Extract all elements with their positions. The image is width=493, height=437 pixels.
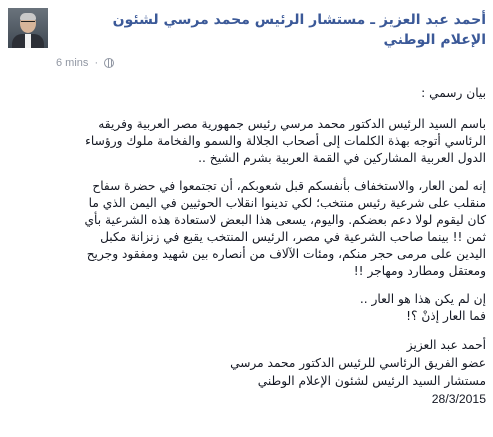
- author-name-line1[interactable]: أحمد عبد العزيز ـ مستشار الرئيس محمد مرسي لشئون: [112, 12, 486, 28]
- signature-block: [8, 336, 486, 408]
- signature-title-1: عضو الفريق الرئاسي للرئيس الدكتور محمد مرسي: [230, 356, 486, 370]
- post-heading-text: بيان رسمي :: [421, 86, 486, 100]
- post-meta: [56, 57, 114, 69]
- paragraph-2-line: إنه لمن العار، والاستخفاف بأنفسكم قبل شعوبكم، أن تجتمعوا في حضرة سفاح: [92, 179, 486, 193]
- author-avatar[interactable]: [8, 8, 48, 48]
- paragraph-3-line: فما العار إذنْ ؟!: [406, 309, 486, 323]
- author-name-line2[interactable]: الإعلام الوطني: [383, 32, 486, 48]
- paragraph-1: [8, 116, 486, 167]
- paragraph-2-line: كان ليقوم لولا دعم بعضكم. واليوم، يسعى هذا البعض لاستعادة هذه الشرعية بأي: [84, 213, 486, 227]
- avatar-hair: [20, 13, 36, 20]
- author-name-link[interactable]: [56, 10, 486, 50]
- post-date: 28/3/2015: [431, 392, 486, 406]
- paragraph-2-line: منقلب على شرعية رئيس منتخب؛ لكي تدينوا انقلاب الحوثيين في اليمن الذي ما: [88, 196, 486, 210]
- paragraph-2-line: اليدين على مرمى حجر منكم، ومئات الآلاف من أنصاره بين شهيد ومفقود وجريح: [86, 247, 486, 261]
- meta-separator: ·: [94, 57, 99, 69]
- paragraph-1-line: الرئاسي أتوجه بهذة الكلمات إلى أصحاب الجلالة والسمو والفخامة ملوك ورؤساء: [85, 134, 486, 148]
- paragraph-2-line: ومعتقل ومطارد ومهاجر !!: [353, 264, 486, 278]
- signature-title-2: مستشار السيد الرئيس لشئون الإعلام الوطني: [257, 374, 486, 388]
- paragraph-2: [8, 178, 486, 280]
- avatar-glasses: [21, 21, 35, 26]
- post-timestamp[interactable]: 6 mins: [56, 57, 89, 69]
- post-body: [8, 85, 486, 408]
- paragraph-3: [8, 291, 486, 325]
- paragraph-1-line: الدول العربية المشاركين في القمة العربية بشرم الشيخ ..: [198, 151, 486, 165]
- post-heading: [8, 85, 486, 102]
- paragraph-2-line: ثمن !! بينما صاحب الشرعية في مصر، الرئيس المنتخب يقبع في زنزانة مكبل: [100, 230, 486, 244]
- paragraph-3-line: إن لم يكن هذا هو العار ..: [359, 292, 486, 306]
- signature-name: أحمد عبد العزيز: [406, 338, 486, 352]
- globe-icon[interactable]: [104, 58, 114, 68]
- avatar-shirt: [25, 34, 31, 48]
- paragraph-1-line: باسم السيد الرئيس الدكتور محمد مرسي رئيس جمهورية مصر العربية وفريقه: [98, 117, 486, 131]
